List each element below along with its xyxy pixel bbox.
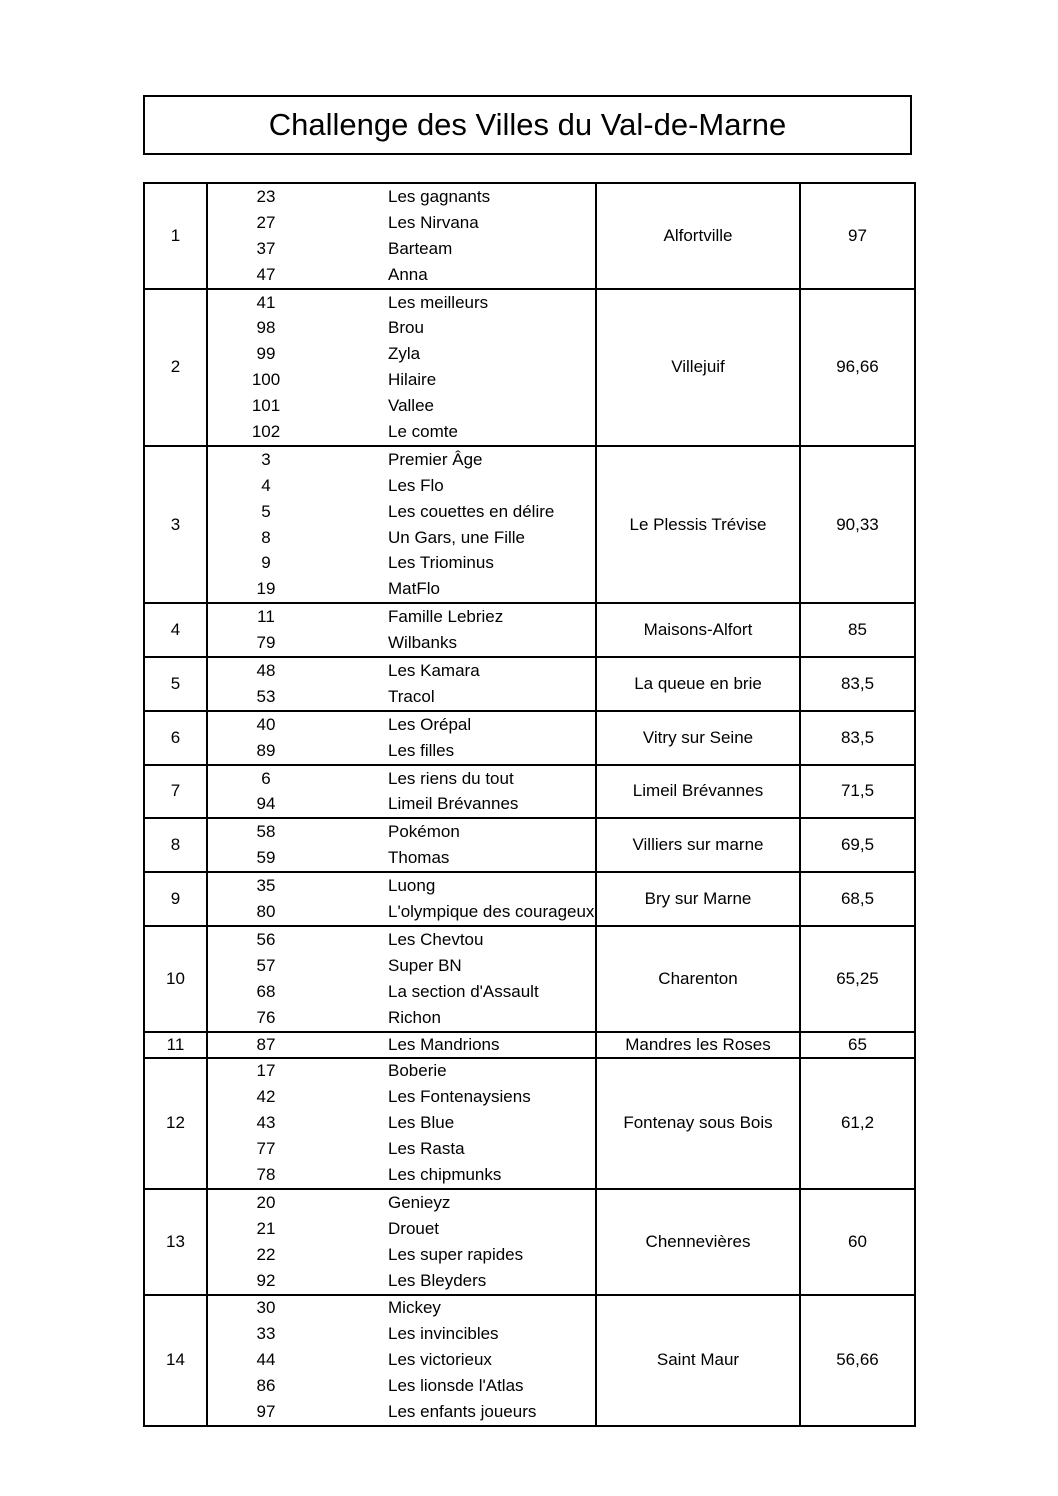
team-name: L'olympique des courageux	[388, 901, 595, 921]
team-number: 17	[256, 1061, 276, 1081]
city-cell: La queue en brie	[596, 657, 800, 711]
team-name: Les super rapides	[388, 1244, 524, 1264]
team-number: 100	[251, 370, 281, 390]
team-number: 89	[256, 740, 276, 760]
score-cell: 96,66	[800, 289, 915, 446]
team-number: 101	[251, 396, 281, 416]
ranking-row	[144, 603, 915, 657]
team-name: Les Rasta	[388, 1139, 465, 1159]
team-name: Les Chevtou	[388, 929, 484, 949]
team-number: 42	[256, 1087, 276, 1107]
team-number: 59	[256, 848, 276, 868]
team-entry	[208, 367, 595, 393]
team-entry	[208, 1084, 595, 1110]
team-entry	[208, 604, 595, 630]
rank-cell: 5	[144, 657, 207, 711]
rank-cell: 6	[144, 711, 207, 765]
team-name: Les gagnants	[388, 186, 491, 206]
team-entry	[208, 791, 595, 817]
team-number: 43	[256, 1113, 276, 1133]
team-entry	[208, 927, 595, 953]
team-entry	[208, 1162, 595, 1188]
team-name: Les Fontenaysiens	[388, 1087, 531, 1107]
teams-cell	[207, 1058, 596, 1189]
team-entry	[208, 1059, 595, 1085]
team-number: 79	[256, 633, 276, 653]
team-entry	[208, 845, 595, 871]
team-name: Pokémon	[388, 822, 460, 842]
team-entry	[208, 473, 595, 499]
score-cell: 83,5	[800, 711, 915, 765]
team-entry	[208, 1005, 595, 1031]
team-name: Brou	[388, 318, 424, 338]
team-entry	[208, 1136, 595, 1162]
team-name: Wilbanks	[388, 633, 457, 653]
city-cell: Limeil Brévannes	[596, 765, 800, 819]
rank-cell: 7	[144, 765, 207, 819]
team-name: Famille Lebriez	[388, 607, 504, 627]
team-entry	[208, 1110, 595, 1136]
team-entry	[208, 1296, 595, 1322]
city-cell: Villiers sur marne	[596, 818, 800, 872]
team-name: Les couettes en délire	[388, 501, 555, 521]
ranking-row	[144, 926, 915, 1032]
team-name: Tracol	[388, 686, 435, 706]
ranking-row	[144, 446, 915, 603]
teams-cell	[207, 657, 596, 711]
team-number: 102	[251, 421, 281, 441]
team-number: 57	[256, 955, 276, 975]
ranking-row	[144, 818, 915, 872]
score-cell: 68,5	[800, 872, 915, 926]
page-title: Challenge des Villes du Val-de-Marne	[268, 107, 787, 142]
team-name: Les lionsde l'Atlas	[388, 1376, 524, 1396]
team-entry	[208, 1033, 595, 1057]
team-name: Les chipmunks	[388, 1165, 502, 1184]
team-entry	[208, 1190, 595, 1216]
rank-cell: 2	[144, 289, 207, 446]
team-name: Luong	[388, 876, 436, 896]
team-name: Les filles	[388, 740, 455, 760]
team-number: 21	[256, 1218, 276, 1238]
score-cell: 85	[800, 603, 915, 657]
team-entry	[208, 1216, 595, 1242]
team-entry	[208, 684, 595, 710]
team-entry	[208, 873, 595, 899]
teams-cell	[207, 765, 596, 819]
team-name: Genieyz	[388, 1192, 451, 1212]
team-entry	[208, 1347, 595, 1373]
team-entry	[208, 341, 595, 367]
ranking-row	[144, 657, 915, 711]
teams-cell	[207, 872, 596, 926]
ranking-row	[144, 183, 915, 289]
results-table	[143, 182, 916, 1427]
city-cell: Chennevières	[596, 1189, 800, 1295]
teams-cell	[207, 183, 596, 289]
team-name: Les enfants joueurs	[388, 1402, 537, 1422]
team-name: Mickey	[388, 1298, 441, 1318]
score-cell: 71,5	[800, 765, 915, 819]
team-entry	[208, 1321, 595, 1347]
ranking-row	[144, 1058, 915, 1189]
team-entry	[208, 658, 595, 684]
team-name: Zyla	[388, 344, 421, 364]
team-name: Les Orépal	[388, 714, 472, 734]
team-name: Anna	[388, 264, 428, 284]
ranking-row	[144, 1189, 915, 1295]
rank-cell: 10	[144, 926, 207, 1032]
ranking-row	[144, 711, 915, 765]
rank-cell: 1	[144, 183, 207, 289]
city-cell: Charenton	[596, 926, 800, 1032]
team-name: Les meilleurs	[388, 292, 489, 312]
teams-cell	[207, 818, 596, 872]
team-number: 20	[256, 1192, 276, 1212]
team-entry	[208, 766, 595, 792]
ranking-row	[144, 872, 915, 926]
team-number: 77	[256, 1139, 276, 1159]
teams-cell	[207, 1032, 596, 1058]
score-cell: 83,5	[800, 657, 915, 711]
city-cell: Bry sur Marne	[596, 872, 800, 926]
team-entry	[208, 447, 595, 473]
team-name: Les Nirvana	[388, 212, 479, 232]
team-name: MatFlo	[388, 579, 440, 599]
team-name: Hilaire	[388, 370, 437, 390]
city-cell: Le Plessis Trévise	[596, 446, 800, 603]
team-number: 53	[256, 686, 276, 706]
team-entry	[208, 630, 595, 656]
ranking-row	[144, 1032, 915, 1058]
team-number: 41	[256, 292, 276, 312]
team-entry	[208, 419, 595, 445]
team-number: 68	[256, 981, 276, 1001]
score-cell: 97	[800, 183, 915, 289]
team-number: 22	[256, 1244, 276, 1264]
team-entry	[208, 738, 595, 764]
team-name: Super BN	[388, 955, 462, 975]
team-number: 48	[256, 660, 276, 680]
team-number: 33	[256, 1324, 276, 1344]
team-name: Les Kamara	[388, 660, 480, 680]
team-name: Drouet	[388, 1218, 440, 1238]
team-name: Boberie	[388, 1061, 447, 1081]
team-number: 44	[256, 1350, 276, 1370]
team-number: 56	[256, 929, 276, 949]
teams-cell	[207, 603, 596, 657]
team-entry	[208, 290, 595, 316]
team-name: Barteam	[388, 238, 453, 258]
team-name: Les Mandrions	[388, 1034, 500, 1054]
team-number: 92	[256, 1270, 276, 1290]
score-cell: 65,25	[800, 926, 915, 1032]
team-name: Les Flo	[388, 475, 444, 495]
team-number: 78	[256, 1165, 276, 1184]
teams-cell	[207, 926, 596, 1032]
team-entry	[208, 236, 595, 262]
rank-cell: 13	[144, 1189, 207, 1295]
team-name: Thomas	[388, 848, 450, 868]
rank-cell: 8	[144, 818, 207, 872]
rank-cell: 12	[144, 1058, 207, 1189]
team-number: 6	[261, 768, 271, 788]
score-cell: 60	[800, 1189, 915, 1295]
results-body	[144, 183, 915, 1426]
team-number: 3	[261, 449, 271, 469]
rank-cell: 11	[144, 1032, 207, 1058]
team-number: 87	[256, 1034, 276, 1054]
team-number: 8	[261, 527, 271, 547]
team-entry	[208, 393, 595, 419]
team-name: Les Blue	[388, 1113, 455, 1133]
team-entry	[208, 1268, 595, 1294]
team-name: Un Gars, une Fille	[388, 527, 525, 547]
team-entry	[208, 315, 595, 341]
score-cell: 61,2	[800, 1058, 915, 1189]
team-number: 9	[261, 553, 271, 573]
team-number: 4	[261, 475, 271, 495]
team-entry	[208, 979, 595, 1005]
score-cell: 56,66	[800, 1295, 915, 1426]
ranking-row	[144, 289, 915, 446]
team-name: Richon	[388, 1007, 441, 1027]
ranking-row	[144, 765, 915, 819]
team-number: 37	[256, 238, 276, 258]
teams-cell	[207, 711, 596, 765]
teams-cell	[207, 446, 596, 603]
team-name: Les Triominus	[388, 553, 494, 573]
team-entry	[208, 1242, 595, 1268]
team-number: 11	[257, 607, 275, 627]
team-number: 40	[256, 714, 276, 734]
team-number: 19	[256, 579, 276, 599]
team-name: La section d'Assault	[388, 981, 539, 1001]
team-number: 23	[256, 186, 276, 206]
score-cell: 90,33	[800, 446, 915, 603]
team-number: 5	[261, 501, 271, 521]
team-number: 35	[256, 876, 276, 896]
team-number: 47	[256, 264, 276, 284]
team-name: Les invincibles	[388, 1324, 499, 1344]
team-number: 94	[256, 794, 276, 814]
team-number: 97	[256, 1402, 276, 1422]
team-entry	[208, 550, 595, 576]
team-name: Vallee	[388, 396, 434, 416]
teams-cell	[207, 289, 596, 446]
city-cell: Villejuif	[596, 289, 800, 446]
score-cell: 65	[800, 1032, 915, 1058]
team-name: Les Bleyders	[388, 1270, 487, 1290]
team-entry	[208, 953, 595, 979]
team-entry	[208, 819, 595, 845]
team-name: Le comte	[388, 421, 458, 441]
team-name: Premier Âge	[388, 449, 483, 469]
ranking-row	[144, 1295, 915, 1426]
city-cell: Fontenay sous Bois	[596, 1058, 800, 1189]
team-number: 30	[256, 1298, 276, 1318]
city-cell: Saint Maur	[596, 1295, 800, 1426]
team-entry	[208, 262, 595, 288]
team-entry	[208, 1373, 595, 1399]
title-box	[143, 95, 912, 155]
team-number: 86	[256, 1376, 276, 1396]
city-cell: Maisons-Alfort	[596, 603, 800, 657]
team-entry	[208, 184, 595, 210]
rank-cell: 4	[144, 603, 207, 657]
score-cell: 69,5	[800, 818, 915, 872]
teams-cell	[207, 1189, 596, 1295]
team-entry	[208, 899, 595, 925]
city-cell: Vitry sur Seine	[596, 711, 800, 765]
rank-cell: 14	[144, 1295, 207, 1426]
rank-cell: 3	[144, 446, 207, 603]
team-number: 98	[256, 318, 276, 338]
team-name: Les victorieux	[388, 1350, 492, 1370]
team-number: 76	[256, 1007, 276, 1027]
team-number: 80	[256, 901, 276, 921]
team-number: 99	[256, 344, 276, 364]
team-entry	[208, 210, 595, 236]
city-cell: Alfortville	[596, 183, 800, 289]
team-entry	[208, 1399, 595, 1425]
team-entry	[208, 525, 595, 551]
city-cell: Mandres les Roses	[596, 1032, 800, 1058]
rank-cell: 9	[144, 872, 207, 926]
team-entry	[208, 712, 595, 738]
team-name: Les riens du tout	[388, 768, 514, 788]
team-entry	[208, 576, 595, 602]
team-entry	[208, 499, 595, 525]
team-name: Limeil Brévannes	[388, 794, 519, 814]
teams-cell	[207, 1295, 596, 1426]
team-number: 58	[256, 822, 276, 842]
team-number: 27	[256, 212, 276, 232]
